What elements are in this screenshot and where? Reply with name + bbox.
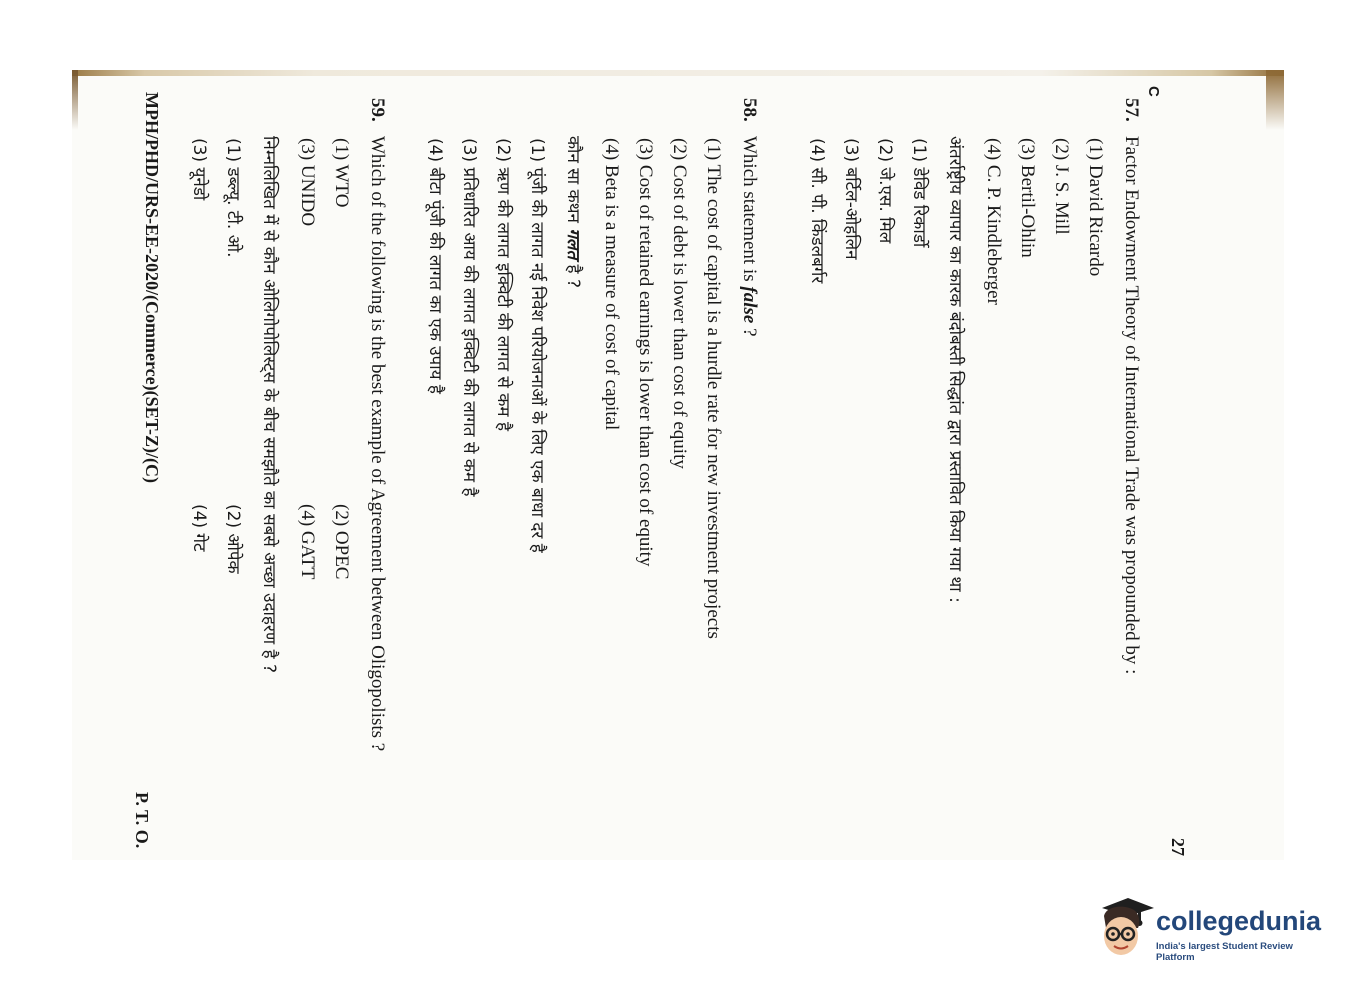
question-57 [807,98,1142,675]
option-3-en: (3) Bertil-Ohlin [1017,138,1038,258]
question-text-hi [563,136,586,288]
option-1-hi: (1) डब्ल्यू. टी. ओ. [223,138,243,258]
option-1-hi: (1) पूंजी की लागत नई निवेश परियोजनाओं के लिए एक बाधा दर है [527,138,547,553]
option-4-en: (4) C. P. Kindleberger [983,138,1004,305]
question-text-hi-prefix: कौन सा कथन [563,136,583,229]
graduate-mascot-icon [1094,894,1156,960]
option-3-hi: (3) बर्टिल-ओहलिन [841,138,861,260]
emphasis-galat: गलत [563,228,583,260]
option-1-en: (1) The cost of capital is a hurdle rate for new investment projects [703,138,724,639]
option-3-en: (3) UNIDO [297,138,318,227]
option-2-en: (2) OPEC [331,504,352,580]
rotated-question-page [72,70,1284,860]
question-number: 59. [367,98,388,122]
option-2-en: (2) J. S. Mill [1051,138,1072,235]
question-number: 57. [1121,98,1142,122]
question-text-hi-suffix: है ? [563,259,583,289]
emphasis-false: false [739,286,760,324]
option-1-en: (1) David Ricardo [1085,138,1106,277]
option-4-hi: (4) सी. पी. किंडलबर्गर [807,138,827,284]
question-text-en-suffix: ? [739,323,760,337]
page-number: 27 [1168,838,1188,856]
brand-tagline: India's largest Student Review Platform [1156,941,1293,963]
option-2-hi: (2) ओपेक [223,504,243,574]
option-1-hi: (1) डेविड रिकार्डो [909,138,929,248]
pto-label: P. T. O. [132,792,152,849]
option-2-hi: (2) ऋण की लागत इक्विटी की लागत से कम है [493,138,513,431]
option-4-en: (4) Beta is a measure of cost of capital [601,138,622,431]
option-3-en: (3) Cost of retained earnings is lower than cost of equity [635,138,656,567]
question-text-en [738,136,760,337]
option-4-en: (4) GATT [297,504,318,580]
option-1-en: (1) WTO [331,138,352,208]
question-text-en: Factor Endowment Theory of International Trade was propounded by : [1121,136,1142,675]
question-number: 58. [739,98,760,122]
paper-code: MPH/PHD/URS-EE-2020/(Commerce)(SET-Z)/(C) [142,92,162,483]
question-text-hi: निम्नलिखित में से कौन ओलिगोपोलिस्ट्स के बीच समझौते का सबसे अच्छा उदाहरण है ? [259,136,279,674]
option-4-hi: (4) गेट [189,504,209,552]
question-text-en-prefix: Which statement is [739,136,760,287]
option-4-hi: (4) बीटा पूंजी की लागत का एक उपाय है [425,138,445,394]
question-text-en: Which of the following is the best example of Agreement between Oligopolists ? [367,136,388,752]
question-59 [189,98,388,752]
option-3-hi: (3) प्रतिधारित आय की लागत इक्विटी की लागत से कम है [459,138,479,497]
option-2-en: (2) Cost of debt is lower than cost of equity [669,138,690,469]
option-2-hi: (2) जे.एस. मिल [875,138,895,244]
brand-name: collegedunia [1156,906,1322,936]
question-text-hi: अंतर्राष्ट्रीय व्यापार का कारक बंदोबस्ती सिद्धांत द्वारा प्रस्तावित किया गया था : [945,136,965,603]
set-letter: C [1145,86,1162,97]
option-3-hi: (3) यूनेडो [189,138,209,201]
question-58 [425,98,760,639]
collegedunia-logo [1094,894,1326,964]
